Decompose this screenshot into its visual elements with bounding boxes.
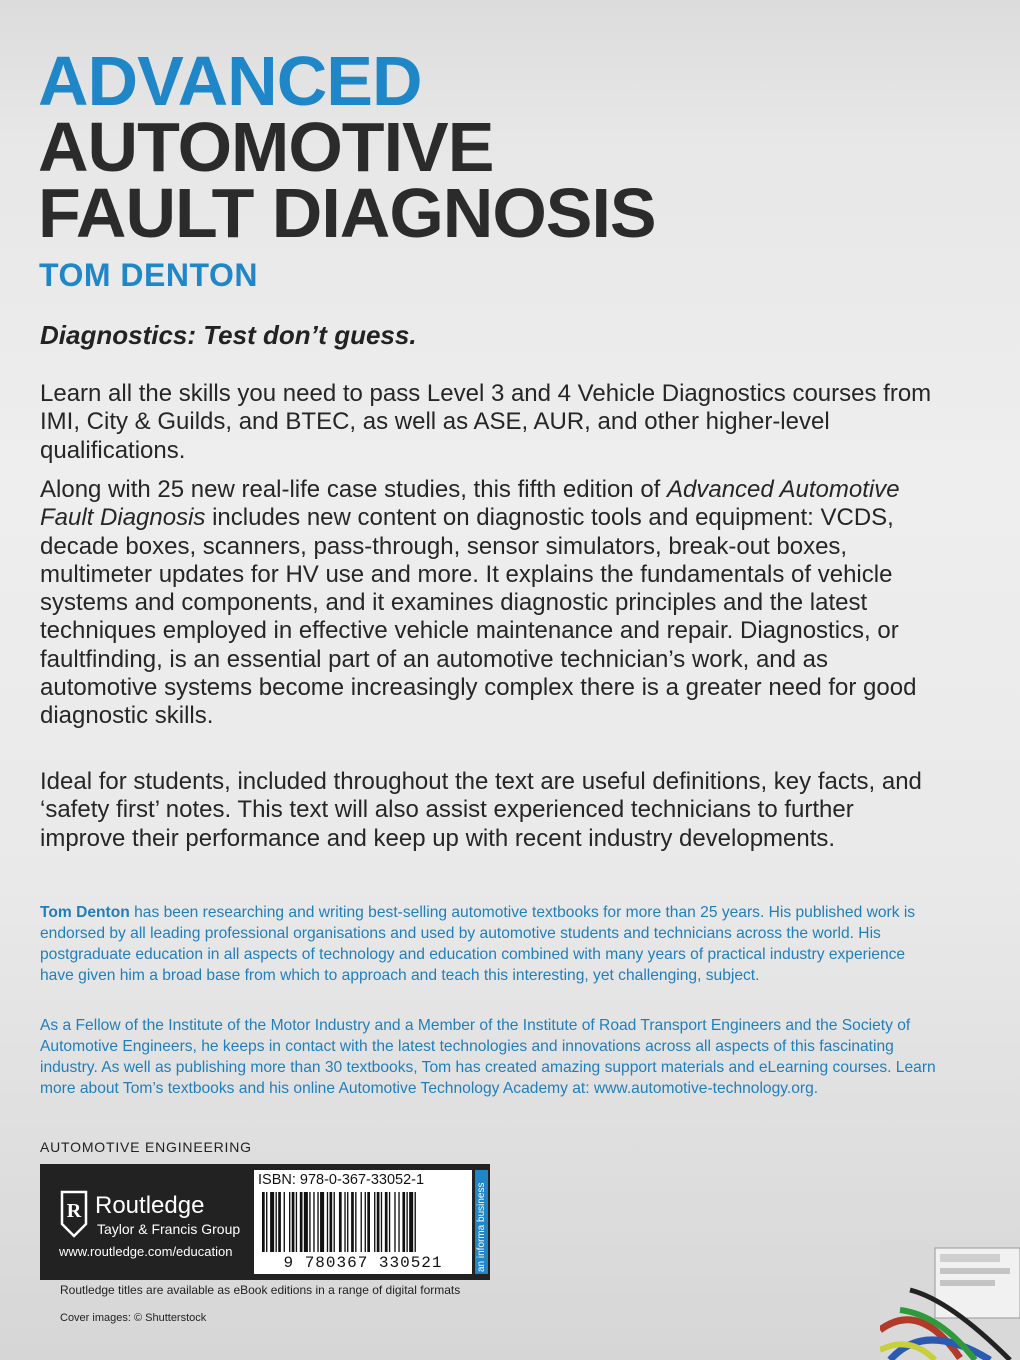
barcode-bar [351,1192,354,1252]
barcode-bar [330,1192,333,1252]
barcode-bar [270,1192,274,1252]
barcode-bar [344,1192,345,1252]
barcode-bar [289,1192,290,1252]
barcode-bar [266,1192,267,1252]
barcode-bar [334,1192,335,1252]
description-p2-lead: Along with 25 new real-life case studies, this fifth edition of [40,476,667,503]
publisher-group: Taylor & Francis Group [97,1221,241,1237]
barcode-bar [415,1192,416,1252]
barcode-bar [347,1192,348,1252]
barcode-bar [317,1192,318,1252]
barcode-bar [309,1192,310,1252]
barcode-bar [339,1192,342,1252]
routledge-logo-letter: R [66,1200,82,1222]
routledge-logo-icon [59,1190,89,1238]
barcode-bar [381,1192,382,1252]
isbn-label: ISBN: 978-0-367-33052-1 [258,1172,425,1188]
publisher-url: www.routledge.com/education [59,1244,233,1259]
publisher-block [40,1164,490,1280]
cover-credit: Cover images: © Shutterstock [60,1312,207,1324]
title-line-advanced: ADVANCED [38,42,422,120]
barcode-bar [365,1192,366,1252]
barcode-bar [409,1192,413,1252]
title-line-automotive: AUTOMOTIVE [38,108,494,186]
cover-photo-cables-image [880,1240,1020,1360]
barcode-bar [276,1192,277,1252]
barcode-icon [258,1192,468,1254]
book-title-italic: Advanced Automotive Fault Diagnosis [40,476,900,532]
bio-p1-text: has been researching and writing best-selling automotive textbooks for more than 25 years. His published work is endorsed by all leading professional organisations and used by automotive students and technicians across the world. His postgraduate education in all aspects of technology and education combined with many years of practical industry experience have given him a broad base from which to approach and teach this interesting, yet challenging, subject. [40,904,916,984]
barcode-bar [389,1192,390,1252]
tagline: Diagnostics: Test don’t guess. [40,320,417,350]
informa-label: an informa business [476,1182,487,1272]
subject-category: AUTOMOTIVE ENGINEERING [40,1139,252,1155]
barcode-bar [398,1192,399,1252]
author-bio-paragraph-2: As a Fellow of the Institute of the Motor Industry and a Member of the Institute of Road Transport Engineers and the Society of Automotive Engineers, he keeps in contact with the latest technologies and innovations across all aspects of this fascinating industry. As well as publishing more than 30 textbooks, Tom has created amazing support materials and eLearning courses. Learn more about Tom’s textbooks and his online Automotive Technology Academy at: www.automotive-technology.org. [40,1017,936,1097]
publisher-name: Routledge [95,1192,205,1219]
barcode-bar [278,1192,281,1252]
barcode-bar [402,1192,405,1252]
barcode-bar [406,1192,407,1252]
barcode-panel [254,1170,472,1274]
barcode-bar [320,1192,324,1252]
description-p2-rest: includes new content on diagnostic tools and equipment: VCDS, decade boxes, scanners, pass-through, sensor simulators, break-out boxes, multimeter updates for HV use and more. It explains the fundamentals of vehicle systems and components, and it examines diagnostic principles and the latest techniques employed in effective vehicle maintenance and repair. Diagnostics, or faultfinding, is an essential part of an automotive technician’s work, and as automotive systems become increasingly complex there is a greater need for good diagnostic skills. [40,504,917,730]
barcode-bar [327,1192,328,1252]
title-line-fault-diagnosis: FAULT DIAGNOSIS [38,174,656,252]
barcode-bar [355,1192,356,1252]
barcode-bar [292,1192,295,1252]
description-paragraph-3: Ideal for students, included throughout the text are useful definitions, key facts, and ‘safety first’ notes. This text will also assist experienced technicians to further improve their performance and keep up with recent industry developments. [40,768,922,852]
barcode-bar [313,1192,314,1252]
barcode-bar [394,1192,395,1252]
description-paragraph-2 [40,476,940,731]
author-name: TOM DENTON [39,257,258,293]
bio-author-name: Tom Denton [40,904,130,921]
ebook-note: Routledge titles are available as eBook editions in a range of digital formats [60,1283,461,1297]
barcode-digits: 9 780367 330521 [283,1254,443,1272]
barcode-bar [284,1192,285,1252]
barcode-bar [300,1192,303,1252]
barcode-bar [262,1192,265,1252]
description-paragraph-1: Learn all the skills you need to pass Level 3 and 4 Vehicle Diagnostics courses from IMI, City & Guilds, and BTEC, as well as ASE, AUR, and other higher-level qualifications. [40,380,932,464]
barcode-bar [377,1192,380,1252]
barcode-bar [374,1192,375,1252]
barcode-bar [296,1192,297,1252]
barcode-bar [367,1192,370,1252]
barcode-bar [361,1192,362,1252]
author-bio-paragraph-1 [40,902,940,986]
barcode-bar [304,1192,308,1252]
barcode-bar [385,1192,388,1252]
